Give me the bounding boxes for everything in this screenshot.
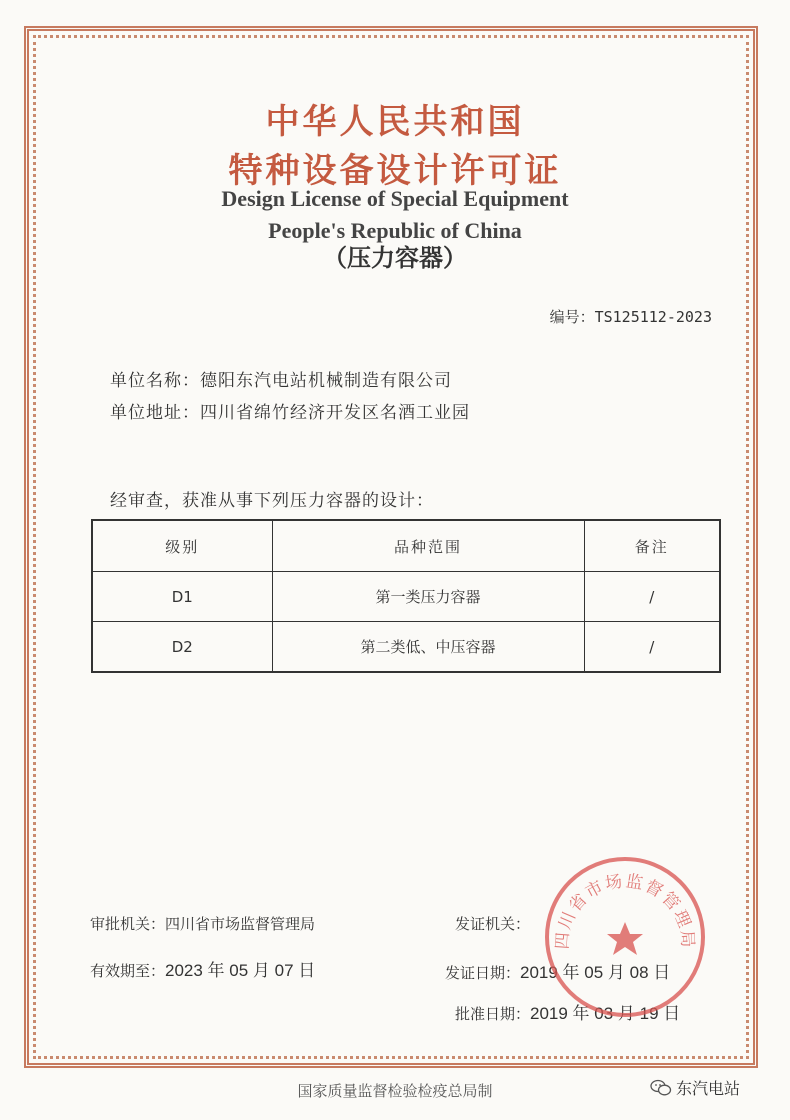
title-en-line2: People's Republic of China — [268, 218, 522, 243]
unit-address-label: 单位地址： — [110, 403, 200, 423]
valid-until-row — [90, 956, 315, 981]
title-cn-line1: 中华人民共和国 — [265, 102, 525, 142]
unit-name-value: 德阳东汽电站机械制造有限公司 — [200, 371, 452, 391]
unit-address-value: 四川省绵竹经济开发区名酒工业园 — [200, 403, 470, 423]
unit-name-label: 单位名称： — [110, 371, 200, 391]
approver-value: 四川省市场监督管理局 — [165, 915, 316, 933]
cell-scope: 第一类压力容器 — [272, 572, 584, 622]
approver-row — [90, 913, 315, 934]
certificate-number-value: TS125112-2023 — [594, 308, 712, 326]
wechat-icon — [650, 1079, 672, 1097]
seal-text: 四川省市场监督管理局 — [552, 871, 698, 951]
table-header-row — [92, 520, 720, 572]
column-header-scope: 品种范围 — [272, 520, 584, 572]
column-header-level: 级别 — [92, 520, 272, 572]
cell-level: D2 — [92, 622, 272, 673]
cell-note: / — [584, 622, 720, 673]
issuer-row — [455, 913, 530, 934]
cell-level: D1 — [92, 572, 272, 622]
title-en-line1: Design License of Special Equipment — [221, 186, 569, 211]
title-cn-line2: 特种设备设计许可证 — [228, 151, 562, 191]
issuer-label: 发证机关： — [455, 915, 531, 933]
certificate-number-label: 编号： — [549, 308, 595, 326]
cell-scope: 第二类低、中压容器 — [272, 622, 584, 673]
cell-note: / — [584, 572, 720, 622]
watermark-text: 东汽电站 — [676, 1079, 741, 1098]
issue-date-value: 2019 年 05 月 08 日 — [520, 963, 671, 982]
valid-until-value: 2023 年 05 月 07 日 — [165, 961, 316, 980]
subtitle: （压力容器） — [323, 244, 467, 272]
bottom-issuer: 国家质量监督检验检疫总局制 — [297, 1082, 493, 1100]
table-row — [92, 622, 720, 673]
official-seal-stamp — [540, 852, 710, 1022]
column-header-note: 备注 — [584, 520, 720, 572]
approve-date-value: 2019 年 03 月 19 日 — [530, 1004, 681, 1023]
scope-intro: 经审查，获准从事下列压力容器的设计： — [110, 491, 434, 511]
valid-until-label: 有效期至： — [90, 962, 166, 980]
unit-name-row — [110, 366, 452, 391]
issue-date-label: 发证日期： — [445, 964, 521, 982]
unit-address-row — [110, 398, 470, 423]
certificate-number — [550, 306, 712, 327]
seal-star-icon — [607, 922, 643, 955]
table-row — [92, 572, 720, 622]
approve-date-label: 批准日期： — [455, 1005, 531, 1023]
scope-table — [91, 519, 721, 673]
approver-label: 审批机关： — [90, 915, 166, 933]
watermark — [650, 1076, 740, 1099]
